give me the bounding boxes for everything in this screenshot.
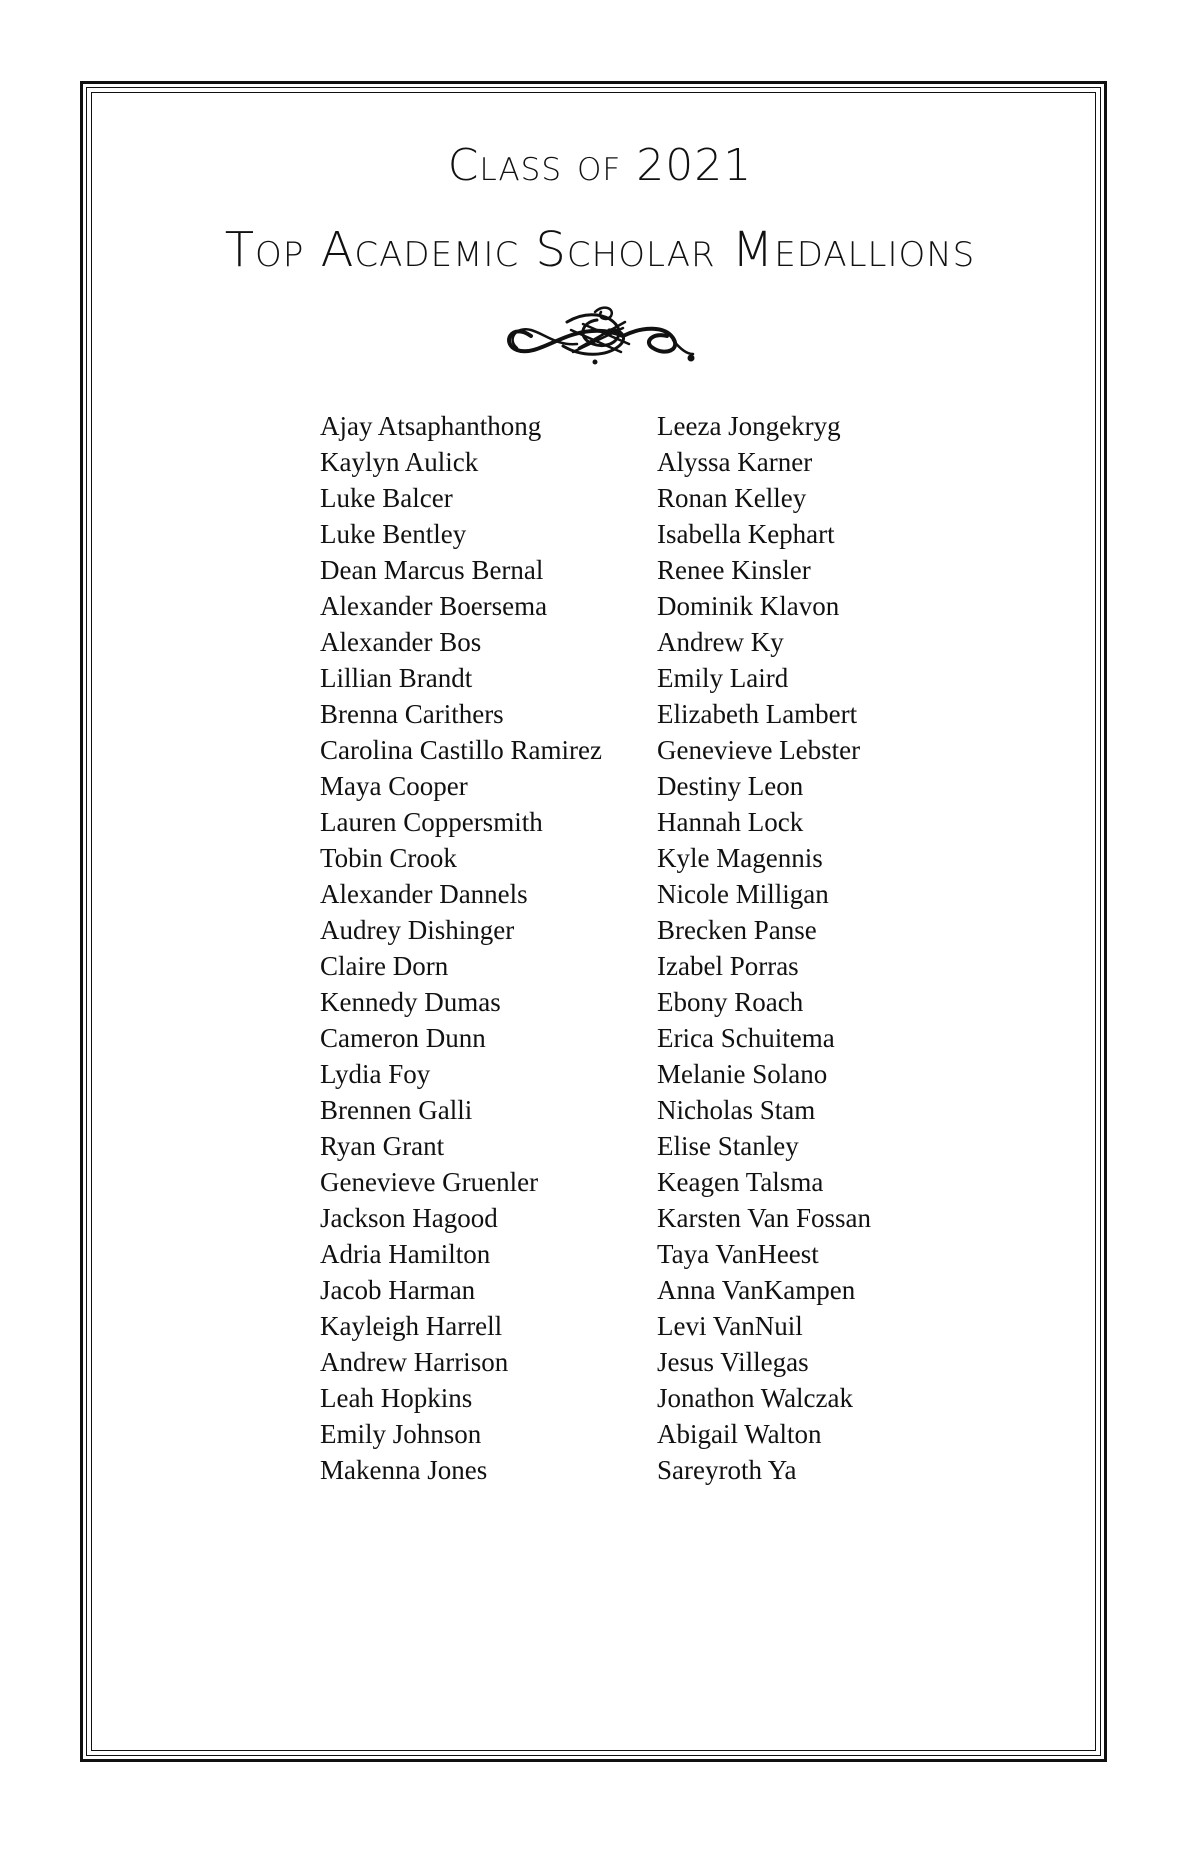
scholar-name: Alyssa Karner [657,447,813,477]
page-title-class-year: Class of 2021 [447,140,753,191]
scholar-name: Ebony Roach [657,987,804,1017]
scholar-name: Andrew Ky [657,627,784,657]
scholar-name: Kennedy Dumas [320,987,501,1017]
scholar-name: Brecken Panse [657,915,817,945]
scholar-name: Nicole Milligan [657,879,829,909]
scholar-name: Jackson Hagood [320,1203,498,1233]
scholar-name: Andrew Harrison [320,1347,509,1377]
scholar-name: Alexander Bos [320,627,482,657]
scholar-name: Leah Hopkins [320,1383,473,1413]
scholar-name: Hannah Lock [657,807,804,837]
scholar-name: Luke Balcer [320,483,453,513]
scholar-name: Kyle Magennis [657,843,823,873]
scholar-name: Karsten Van Fossan [657,1203,871,1233]
scholar-name: Brenna Carithers [320,699,504,729]
scholar-name: Isabella Kephart [657,519,835,549]
scholar-name: Leeza Jongekryg [657,411,841,441]
scholar-name: Genevieve Lebster [657,735,861,765]
scholar-name: Kaylyn Aulick [320,447,479,477]
scholar-name: Makenna Jones [320,1455,488,1485]
scholar-name: Maya Cooper [320,771,468,801]
scholar-name: Jacob Harman [320,1275,476,1305]
scholar-name: Cameron Dunn [320,1023,486,1053]
scholar-name: Alexander Boersema [320,591,548,621]
scholar-name: Izabel Porras [657,951,799,981]
page-title-award: Top Academic Scholar Medallions [224,222,976,278]
scholar-name: Dominik Klavon [657,591,840,621]
scholar-name: Lillian Brandt [320,663,473,693]
scholar-name: Elizabeth Lambert [657,699,858,729]
scholar-name: Renee Kinsler [657,555,811,585]
scholar-name: Levi VanNuil [657,1311,803,1341]
scholar-name: Genevieve Gruenler [320,1167,539,1197]
scholar-name: Ronan Kelley [657,483,807,513]
scholar-name: Kayleigh Harrell [320,1311,503,1341]
flourish-ornament-icon [497,300,697,372]
scholar-name: Tobin Crook [320,843,457,873]
scholar-name: Keagen Talsma [657,1167,824,1197]
scholar-name: Emily Johnson [320,1419,482,1449]
scholar-name: Lauren Coppersmith [320,807,543,837]
names-list-right [657,408,871,1488]
scholar-name: Audrey Dishinger [320,915,515,945]
names-list-left [320,408,602,1488]
scholar-name: Claire Dorn [320,951,449,981]
scholar-name: Dean Marcus Bernal [320,555,544,585]
scholar-name: Destiny Leon [657,771,804,801]
scholar-name: Alexander Dannels [320,879,528,909]
scholar-name: Ajay Atsaphanthong [320,411,542,441]
scholar-name: Abigail Walton [657,1419,822,1449]
scholar-name: Melanie Solano [657,1059,828,1089]
scholar-name: Brennen Galli [320,1095,473,1125]
scholar-name: Adria Hamilton [320,1239,491,1269]
scholar-name: Jonathon Walczak [657,1383,854,1413]
scholar-name: Carolina Castillo Ramirez [320,735,602,765]
scholar-name: Ryan Grant [320,1131,445,1161]
scholar-name: Lydia Foy [320,1059,431,1089]
scholar-name: Jesus Villegas [657,1347,809,1377]
scholar-name: Nicholas Stam [657,1095,816,1125]
scholar-name: Anna VanKampen [657,1275,856,1305]
scholar-name: Luke Bentley [320,519,467,549]
scholar-name: Emily Laird [657,663,789,693]
scholar-name: Erica Schuitema [657,1023,835,1053]
scholar-name: Sareyroth Ya [657,1455,797,1485]
scholar-name: Taya VanHeest [657,1239,819,1269]
scholar-name: Elise Stanley [657,1131,799,1161]
